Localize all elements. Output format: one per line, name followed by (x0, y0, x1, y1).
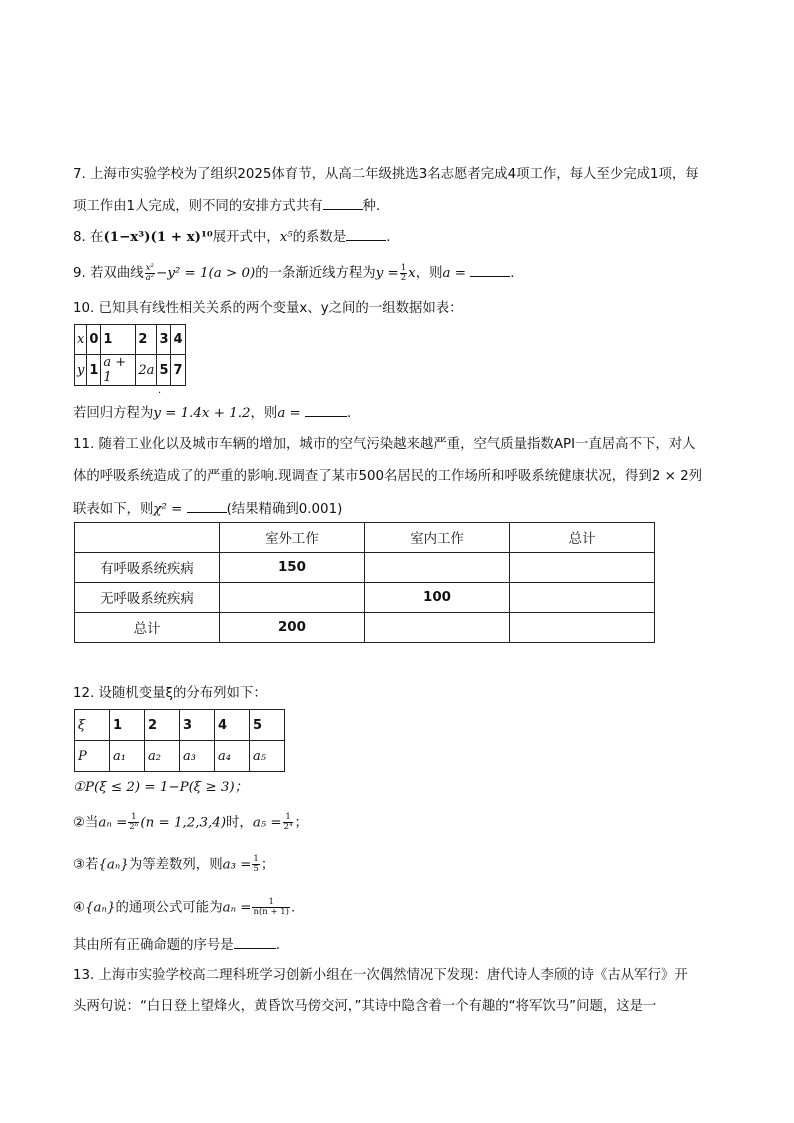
table-cell: a₂ (145, 741, 180, 772)
table-cell (219, 583, 364, 613)
table-cell: 1 (101, 325, 136, 355)
table-cell: x (75, 325, 87, 355)
q8-x5: x⁵ (279, 230, 293, 245)
q12-s3-fraction: $\frac{1}{5}$ (253, 854, 259, 874)
q12-s2-end: ； (294, 815, 308, 831)
table-row (75, 710, 285, 741)
q9-hyperbola-fraction: $\frac{\text{x²}}{\text{a²}}$ (145, 262, 155, 283)
table-cell: a₅ (250, 741, 285, 772)
q12-s4-fraction: $\frac{1}{n(n + 1)}$ (253, 897, 289, 917)
table-cell: P (75, 741, 110, 772)
q12-s4-an: aₙ = (222, 900, 252, 916)
table-cell: y (75, 355, 87, 386)
q9-text2: ，则 (415, 266, 443, 281)
q12-s3-seq: {aₙ} (98, 857, 129, 873)
table-cell: 无呼吸系统疾病 (75, 583, 220, 613)
q12-s2-a5: a₅ = (252, 815, 282, 831)
q12-s2-fraction2: $\frac{1}{\text{2⁴}}$ (283, 812, 293, 832)
table-cell: 4 (171, 325, 185, 355)
q7-answer-blank[interactable] (323, 195, 363, 210)
table-header-cell: 总计 (510, 523, 655, 553)
table-cell: 200 (219, 613, 364, 643)
q9-number: 9. 若双曲线 (73, 266, 144, 281)
q11-note: (结果精确到0.001) (226, 502, 343, 517)
table-cell: 3 (180, 710, 215, 741)
q10-stem: 10. 已知具有线性相关关系的两个变量x、y之间的一组数据如表： (73, 301, 463, 316)
q10-text2: ，则 (250, 406, 278, 421)
q12-statement-1: ①P(ξ ≤ 2) = 1−P(ξ ≥ 3)； (73, 780, 249, 795)
q7-text-end: 种. (362, 199, 381, 214)
stray-dot: · (158, 388, 162, 399)
table-row (75, 523, 655, 553)
q12-s4-end: . (291, 900, 296, 916)
q9-xvar: x (408, 266, 416, 281)
table-cell: 2 (136, 325, 157, 355)
table-cell: 4 (215, 710, 250, 741)
q12-statement-2 (73, 813, 308, 834)
table-row (75, 325, 186, 355)
q10-data-table (74, 324, 186, 386)
q12-ask-end: . (275, 938, 280, 953)
table-cell (510, 583, 655, 613)
q10-regression-eq: y = 1.4x + 1.2 (153, 406, 251, 421)
table-row (75, 583, 655, 613)
q12-s2-text: ②当 (73, 815, 99, 831)
table-cell: 2a (136, 355, 157, 386)
table-row (75, 553, 655, 583)
q11-text: 联表如下，则 (73, 502, 154, 517)
table-header-cell (75, 523, 220, 553)
q12-distribution-table (74, 709, 285, 772)
table-row (75, 355, 186, 386)
table-cell (364, 613, 509, 643)
q12-ask (73, 934, 280, 956)
q8-answer-blank[interactable] (346, 226, 386, 241)
table-cell: 有呼吸系统疾病 (75, 553, 220, 583)
q12-s3-end: ； (260, 857, 275, 873)
q7-line2 (73, 195, 380, 217)
q12-s3-a3: a₃ = (222, 857, 252, 873)
q12-stem: 12. 设随机变量ξ的分布列如下： (73, 686, 267, 701)
q10-text: 若回归方程为 (73, 406, 154, 421)
q12-statement-3 (73, 855, 274, 876)
q13-line2: 头两句说：“白日登上望烽火，黄昏饮马傍交河，”其诗中隐含着一个有趣的“将军饮马”问题，这是一 (73, 999, 657, 1014)
table-cell: 总计 (75, 613, 220, 643)
table-header-cell: 室外工作 (219, 523, 364, 553)
table-header-cell: 室内工作 (364, 523, 509, 553)
table-row (75, 613, 655, 643)
q7-text: 项工作由1人完成，则不同的安排方式共有 (73, 199, 323, 214)
table-cell: 0 (87, 325, 101, 355)
q12-s4-text: ④ (73, 900, 86, 916)
q12-s2-text2: 时， (226, 815, 253, 831)
q10-end: . (347, 406, 352, 421)
table-cell: 1 (87, 355, 101, 386)
table-cell: a₃ (180, 741, 215, 772)
q11-line1: 11. 随着工业化以及城市车辆的增加，城市的空气污染越来越严重，空气质量指数API一直居高不下，对人 (73, 437, 696, 452)
q8-text: 展开式中， (212, 230, 280, 245)
q9-half-fraction: $\frac{1}{2}$ (400, 262, 407, 283)
q10-a-eq: a = (277, 406, 301, 421)
q12-s2-fraction: $\frac{1}{\text{2ⁿ}}$ (129, 812, 139, 832)
table-row (75, 741, 285, 772)
table-cell: 5 (157, 355, 171, 386)
q12-s3-text: ③若 (73, 857, 99, 873)
table-cell: a + 1 (101, 355, 136, 386)
table-cell: 5 (250, 710, 285, 741)
q10-answer-blank[interactable] (305, 402, 347, 417)
q8-text2: 的系数是 (292, 230, 347, 245)
table-cell: 150 (219, 553, 364, 583)
q9-hyperbola-rest: −y² = 1(a > 0) (156, 266, 256, 281)
q12-s2-range: (n = 1,2,3,4) (140, 815, 227, 831)
table-cell: 3 (157, 325, 171, 355)
table-cell (364, 553, 509, 583)
q11-line2: 体的呼吸系统造成了的严重的影响.现调查了某市500名居民的工作场所和呼吸系统健康状况，得到2 × 2列 (73, 469, 702, 484)
q11-line3 (73, 498, 342, 520)
table-cell: 7 (171, 355, 185, 386)
table-cell: 2 (145, 710, 180, 741)
q10-regression-line (73, 402, 351, 424)
table-cell: a₄ (215, 741, 250, 772)
q13-line1: 13. 上海市实验学校高二理科班学习创新小组在一次偶然情况下发现：唐代诗人李颀的诗《古从军行》开 (73, 968, 688, 983)
q7-line1: 7. 上海市实验学校为了组织2025体育节，从高二年级挑选3名志愿者完成4项工作，每人至少完成1项，每 (73, 167, 699, 182)
q9-end: . (510, 266, 515, 281)
q12-s4-text2: 的通项公式可能为 (115, 900, 223, 916)
table-cell: 100 (364, 583, 509, 613)
table-cell (510, 613, 655, 643)
q12-answer-blank[interactable] (234, 934, 276, 949)
table-cell: 1 (110, 710, 145, 741)
q9-answer-blank[interactable] (470, 262, 510, 277)
q9-line (73, 262, 515, 284)
q8-line (73, 226, 390, 248)
table-cell (510, 553, 655, 583)
q9-text: 的一条渐近线方程为 (255, 266, 376, 281)
q8-expression: (1−x³)(1 + x)¹⁰ (103, 229, 213, 245)
q11-contingency-table (74, 522, 655, 643)
q12-statement-4 (73, 898, 295, 919)
q12-s4-seq: {aₙ} (85, 900, 116, 916)
q8-number: 8. 在 (73, 230, 104, 245)
q12-s2-an: aₙ = (98, 815, 128, 831)
q12-s3-text2: 为等差数列，则 (128, 857, 223, 873)
table-cell: ξ (75, 710, 110, 741)
table-cell: a₁ (110, 741, 145, 772)
q8-end: . (386, 230, 391, 245)
q9-y-eq: y = (375, 266, 399, 281)
q9-a-eq: a = (442, 266, 466, 281)
q12-ask-text: 其由所有正确命题的序号是 (73, 938, 234, 953)
q11-chi-square: χ² = (153, 502, 183, 517)
q11-answer-blank[interactable] (187, 498, 227, 513)
